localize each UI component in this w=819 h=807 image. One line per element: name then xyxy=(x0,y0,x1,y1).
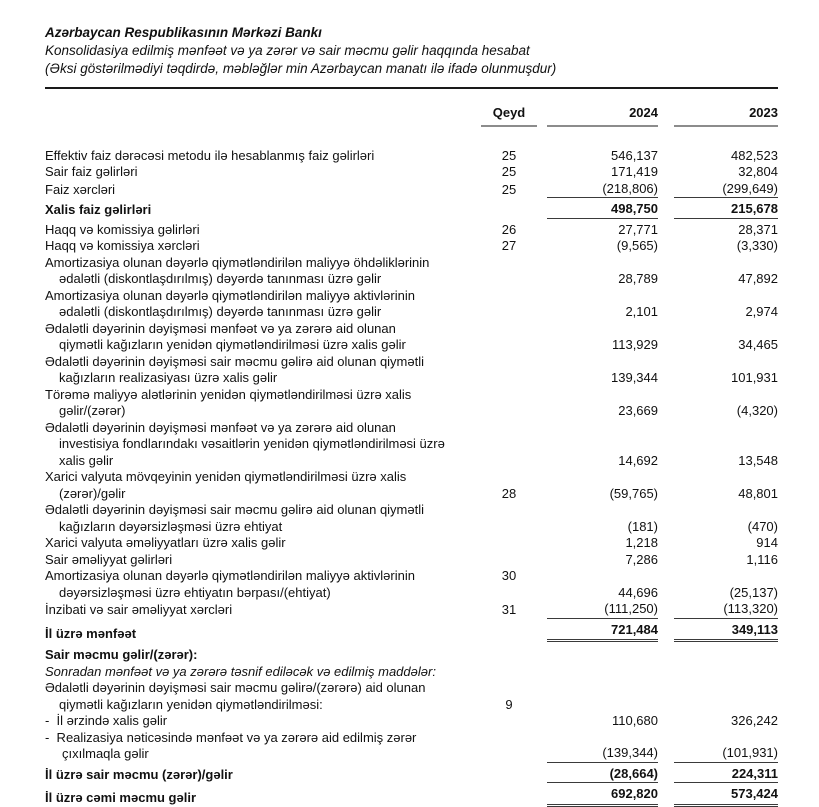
row-value-2024: (111,250) xyxy=(547,601,658,619)
row-label: Ədalətli dəyərinin dəyişməsi sair məcmu gəlirə aid olunan qiymətli kağızların realizasiyası üzrə xalis gəlir xyxy=(45,353,425,385)
row-label: Sair əməliyyat gəlirləri xyxy=(45,551,173,567)
row-value-2024: 110,680 xyxy=(611,713,658,728)
row-value-2024: 498,750 xyxy=(547,201,658,219)
row-label: İnzibati və sair əməliyyat xərcləri xyxy=(45,602,233,617)
row-label: İl üzrə mənfəət xyxy=(45,625,137,641)
row-label: - Realizasiya nəticəsində mənfəət və ya zərərə aid edilmiş zərər çıxılmaqla gəlir xyxy=(45,729,417,761)
row-value-2024: 546,137 xyxy=(611,147,658,163)
table-row xyxy=(45,664,778,681)
row-value-2023: 573,424 xyxy=(674,786,778,807)
row-value-2023: (113,320) xyxy=(674,601,778,619)
row-label: Effektiv faiz dərəcəsi metodu ilə hesablanmış faiz gəlirləri xyxy=(45,147,375,163)
table-row xyxy=(45,622,778,643)
table-row xyxy=(45,730,778,763)
row-label: Xarici valyuta mövqeyinin yenidən qiymətləndirilməsi üzrə xalis (zərər)/gəlir xyxy=(45,469,407,501)
table-row xyxy=(45,387,778,420)
row-value-2023: 914 xyxy=(756,535,778,550)
row-label: Sair məcmu gəlir/(zərər): xyxy=(45,647,198,662)
document-header xyxy=(45,24,778,89)
row-label: Sair faiz gəlirləri xyxy=(45,164,138,179)
row-value-2024: 692,820 xyxy=(547,786,658,807)
organization-name: Azərbaycan Respublikasının Mərkəzi Bankı xyxy=(45,25,322,40)
statement-title: Konsolidasiya edilmiş mənfəət və ya zərər və sair məcmu gəlir haqqında hesabat xyxy=(45,43,530,58)
row-value-2024: 113,929 xyxy=(611,337,658,352)
statement-rows xyxy=(45,148,778,807)
row-value-2023: 32,804 xyxy=(738,164,778,179)
table-row xyxy=(45,164,778,181)
row-value-2023: 28,371 xyxy=(738,221,778,237)
row-label: Sonradan mənfəət və ya zərərə təsnif ediləcək və edilmiş maddələr: xyxy=(45,663,436,679)
row-label: Ədalətli dəyərinin dəyişməsi sair məcmu gəlirə/(zərərə) aid olunan qiymətli kağızların yenidən qiymətləndirilməsi: xyxy=(45,680,426,712)
row-value-2024: (139,344) xyxy=(547,745,658,763)
row-value-2024: (181) xyxy=(627,518,658,534)
row-note-ref: 25 xyxy=(501,181,517,197)
table-row xyxy=(45,469,778,502)
column-header-2024: 2024 xyxy=(547,105,658,127)
row-label: Amortizasiya olunan dəyərlə qiymətləndirilən maliyyə aktivlərinin dəyərsizləşməsi üzrə ehtiyatın bərpası/(ehtiyat) xyxy=(45,568,415,600)
row-label: Amortizasiya olunan dəyərlə qiymətləndirilən maliyyə aktivlərinin ədalətli (diskontlaşdırılmış) dəyərdə tanınması üzrə gəlir xyxy=(45,287,415,319)
row-value-2023: (470) xyxy=(747,518,778,534)
row-note-ref: 30 xyxy=(501,568,517,583)
row-value-2024: (218,806) xyxy=(547,181,658,199)
table-row xyxy=(45,786,778,807)
table-row xyxy=(45,238,778,255)
row-label: Ədalətli dəyərinin dəyişməsi sair məcmu gəlirə aid olunan qiymətli kağızların dəyərsizləşməsi üzrə ehtiyat xyxy=(45,502,425,534)
row-note-ref: 28 xyxy=(501,485,517,501)
row-label: Xarici valyuta əməliyyatları üzrə xalis gəlir xyxy=(45,535,286,550)
table-row xyxy=(45,321,778,354)
table-row xyxy=(45,420,778,470)
row-value-2023: 34,465 xyxy=(738,337,778,352)
row-value-2023: 48,801 xyxy=(738,485,778,501)
table-row xyxy=(45,255,778,288)
row-label: Xalis faiz gəlirləri xyxy=(45,202,152,217)
row-label: Törəmə maliyyə alətlərinin yenidən qiymətləndirilməsi üzrə xalis gəlir/(zərər) xyxy=(45,386,412,418)
row-note-ref: 31 xyxy=(501,602,517,617)
table-row xyxy=(45,535,778,552)
row-label: İl üzrə cəmi məcmu gəlir xyxy=(45,790,197,805)
table-row xyxy=(45,354,778,387)
row-value-2024: 14,692 xyxy=(618,452,658,468)
row-note-ref: 25 xyxy=(501,147,517,163)
table-row xyxy=(45,568,778,601)
row-value-2023: (25,137) xyxy=(729,584,778,600)
row-label: İl üzrə sair məcmu (zərər)/gəlir xyxy=(45,766,233,782)
currency-note: (Əksi göstərilmədiyi təqdirdə, məbləğlər min Azərbaycan manatı ilə ifadə olunmuşdur) xyxy=(45,61,557,76)
row-label: Haqq və komissiya gəlirləri xyxy=(45,221,200,237)
row-value-2024: 139,344 xyxy=(611,370,658,385)
row-value-2023: 224,311 xyxy=(674,766,778,784)
table-row xyxy=(45,680,778,713)
column-header-note: Qeyd xyxy=(481,105,537,127)
row-value-2024: 1,218 xyxy=(625,535,658,550)
row-note-ref: 26 xyxy=(501,221,517,237)
row-value-2024: 23,669 xyxy=(618,403,658,418)
table-row xyxy=(45,552,778,569)
row-value-2023: 349,113 xyxy=(674,622,778,643)
table-row xyxy=(45,288,778,321)
row-value-2023: (4,320) xyxy=(736,403,778,418)
row-label: Ədalətli dəyərinin dəyişməsi mənfəət və ya zərərə aid olunan investisiya fondlarındakı vəsaitlərin yenidən qiymətləndirilməsi üzrə xalis gəlir xyxy=(45,419,445,468)
table-row xyxy=(45,647,778,664)
row-value-2023: 47,892 xyxy=(738,271,778,286)
row-value-2023: (299,649) xyxy=(674,181,778,199)
row-label: Haqq və komissiya xərcləri xyxy=(45,238,200,253)
row-value-2023: 2,974 xyxy=(745,304,778,319)
row-value-2024: 44,696 xyxy=(618,584,658,600)
row-note-ref: 27 xyxy=(501,238,517,253)
table-row xyxy=(45,222,778,239)
row-value-2024: (28,664) xyxy=(547,766,658,784)
row-value-2023: 101,931 xyxy=(731,370,778,385)
table-row xyxy=(45,766,778,784)
row-value-2024: (59,765) xyxy=(609,485,658,501)
row-label: - İl ərzində xalis gəlir xyxy=(45,713,168,728)
row-value-2024: 2,101 xyxy=(625,304,658,319)
row-value-2024: (9,565) xyxy=(616,238,658,253)
table-row xyxy=(45,181,778,199)
column-header-2023: 2023 xyxy=(674,105,778,127)
row-value-2024: 171,419 xyxy=(611,164,658,179)
row-note-ref: 25 xyxy=(501,164,517,179)
table-row xyxy=(45,201,778,219)
table-row xyxy=(45,502,778,535)
row-value-2024: 27,771 xyxy=(618,221,658,237)
table-row xyxy=(45,601,778,619)
row-value-2023: 482,523 xyxy=(731,147,778,163)
row-value-2023: 13,548 xyxy=(738,452,778,468)
row-value-2023: (3,330) xyxy=(736,238,778,253)
table-header-row xyxy=(45,105,778,127)
row-value-2024: 7,286 xyxy=(625,551,658,567)
row-label: Faiz xərcləri xyxy=(45,181,116,197)
table-row xyxy=(45,148,778,165)
row-value-2023: 1,116 xyxy=(746,551,778,567)
row-value-2023: 326,242 xyxy=(731,713,778,728)
row-value-2024: 28,789 xyxy=(618,271,658,286)
row-value-2023: 215,678 xyxy=(674,201,778,219)
row-note-ref: 9 xyxy=(505,696,513,712)
row-value-2024: 721,484 xyxy=(547,622,658,643)
row-label: Ədalətli dəyərinin dəyişməsi mənfəət və ya zərərə aid olunan qiymətli kağızların yenidən qiymətləndirilməsi üzrə xalis gəlir xyxy=(45,320,406,352)
table-row xyxy=(45,713,778,730)
row-value-2023: (101,931) xyxy=(674,745,778,763)
row-label: Amortizasiya olunan dəyərlə qiymətləndirilən maliyyə öhdəliklərinin ədalətli (diskontlaşdırılmış) dəyərdə tanınması üzrə gəlir xyxy=(45,254,430,286)
